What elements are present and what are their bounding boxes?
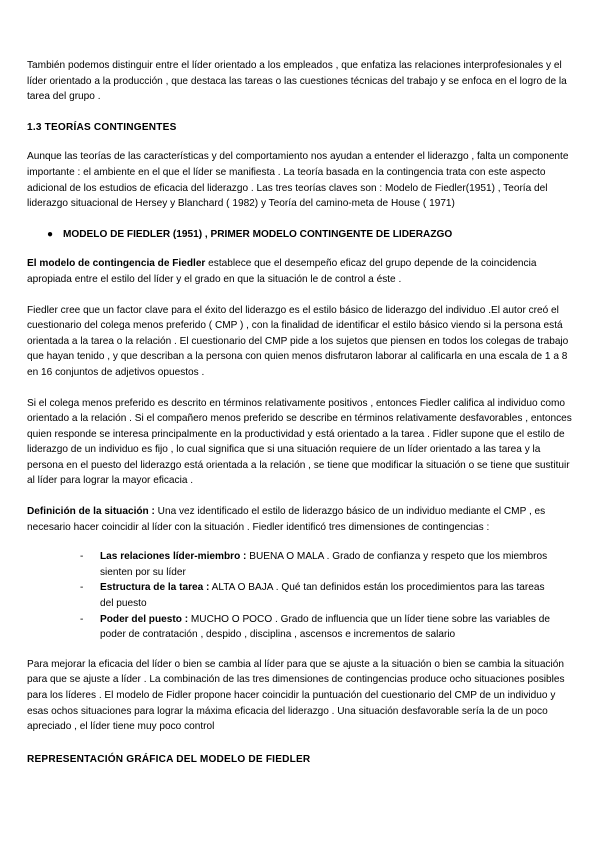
fiedler-model-heading	[27, 227, 575, 243]
fiedler-definition-paragraph	[27, 256, 575, 287]
contingent-theories-paragraph: Aunque las teorías de las características y del comportamiento nos ayudan a entender el liderazgo , falta un componente importante : el ambiente en el que el líder se manifiesta . La teoría basada en la contingencia trata con este aspecto adicional de los estudios de eficacia del liderazgo . Las tres teorías claves son : Modelo de Fiedler(1951) , Teoría del liderazgo situacional de Hersey y Blanchard ( 1982) y Teoría del camino-meta de House ( 1971)	[27, 151, 569, 210]
list-item	[27, 580, 575, 611]
situation-definition-paragraph	[27, 504, 575, 535]
fiedler-model-heading-text: MODELO DE FIEDLER (1951) , PRIMER MODELO CONTINGENTE DE LIDERAZGO	[63, 228, 453, 240]
fiedler-definition-bold: El modelo de contingencia de Fiedler	[27, 258, 206, 270]
section-heading: 1.3 TEORÍAS CONTINGENTES	[27, 121, 177, 133]
least-preferred-coworker-paragraph: Si el colega menos preferido es descrito en términos relativamente positivos , entonces Fiedler califica al individuo como orientado a la relación . Si el compañero menos preferido se describe en términos relativamente desfavorables , entonces quien responde se interesa principalmente en la productividad y está orientado a la tarea . Fidler supone que el estilo de liderazgo de un individuo es fijo , lo cual significa que si una situación requiere de un líder orientado a las tarea y la persona en el puesto del liderazgo está orientada a la relación , se tiene que modificar la situación o se tiene que sustituir al líder para lograr la mayor eficacia .	[27, 397, 572, 487]
dash-bullet: -	[80, 582, 84, 594]
list-item-text	[100, 612, 550, 643]
fiedler-definition-text: establece que el desempeño eficaz del grupo depende de la coincidencia apropiada entre el estilo del líder y el grado en que la situación le de control a éste .	[27, 258, 537, 285]
list-item-rest: MUCHO O POCO . Grado de influencia que un líder tiene sobre las variables de poder de contratación , despido , disciplina , ascensos e incrementos de salario	[100, 613, 550, 641]
situation-definition-bold: Definición de la situación :	[27, 506, 155, 518]
intro-paragraph: También podemos distinguir entre el líder orientado a los empleados , que enfatiza las relaciones interprofesionales y el líder orientado a la producción , que destaca las tareas o las cuestiones técnicas del trabajo y se enfoca en el logro de la tarea del grupo .	[27, 60, 567, 103]
list-item	[27, 549, 575, 580]
list-item-bold: Poder del puesto :	[100, 613, 189, 625]
list-item-bold: Las relaciones líder-miembro :	[100, 551, 247, 563]
list-item-bold: Estructura de la tarea :	[100, 582, 210, 594]
list-item-rest: BUENA O MALA . Grado de confianza y respeto que los miembros sienten por su líder	[100, 551, 548, 578]
dash-bullet: -	[80, 613, 84, 625]
list-item-text	[100, 549, 550, 580]
bullet-icon: ●	[47, 228, 54, 240]
fiedler-cmp-paragraph: Fiedler cree que un factor clave para el éxito del liderazgo es el estilo básico de liderazgo del individuo .El autor creó el cuestionario del colega menos preferido ( CMP ) , con la finalidad de identificar el estilo básico viendo si la persona está orientada a la tarea o la relación . El cuestionario del CMP pide a los sujetos que piensen en todos los colegas de trabajo que hayan tenido , y que describan a la persona con quien menos disfrutaron laborar al calificarla en una escala de 1 a 8 en 16 conjuntos de adjetivos opuestos .	[27, 304, 569, 378]
list-item-text	[100, 580, 550, 611]
improve-efficacy-paragraph: Para mejorar la eficacia del líder o bien se cambia al líder para que se ajuste a la situación o bien se cambia la situación para que se ajuste a líder . La combinación de las tres dimensiones de contingencias produce ocho situaciones posibles para los líderes . El modelo de Fidler propone hacer coincidir la puntuación del cuestionario del CMP de un individuo y esas ochos situaciones para lograr la máxima eficacia del liderazgo . Una situación desfavorable sería la de un poco apreciado , el líder tiene muy poco control	[27, 658, 565, 733]
contingency-dimensions-list	[27, 549, 575, 643]
situation-definition-text: Una vez identificado el estilo de liderazgo básico de un individuo mediante el CMP , es necesario hacer coincidir al líder con la situación . Fiedler identificó tres dimensiones de contingencias :	[27, 506, 546, 533]
document-page	[27, 50, 575, 767]
list-item	[27, 612, 575, 643]
dash-bullet: -	[80, 551, 84, 563]
graphic-representation-heading: REPRESENTACIÓN GRÁFICA DEL MODELO DE FIEDLER	[27, 753, 311, 765]
list-item-rest: ALTA O BAJA . Qué tan definidos están los procedimientos para las tareas del puesto	[100, 582, 545, 610]
